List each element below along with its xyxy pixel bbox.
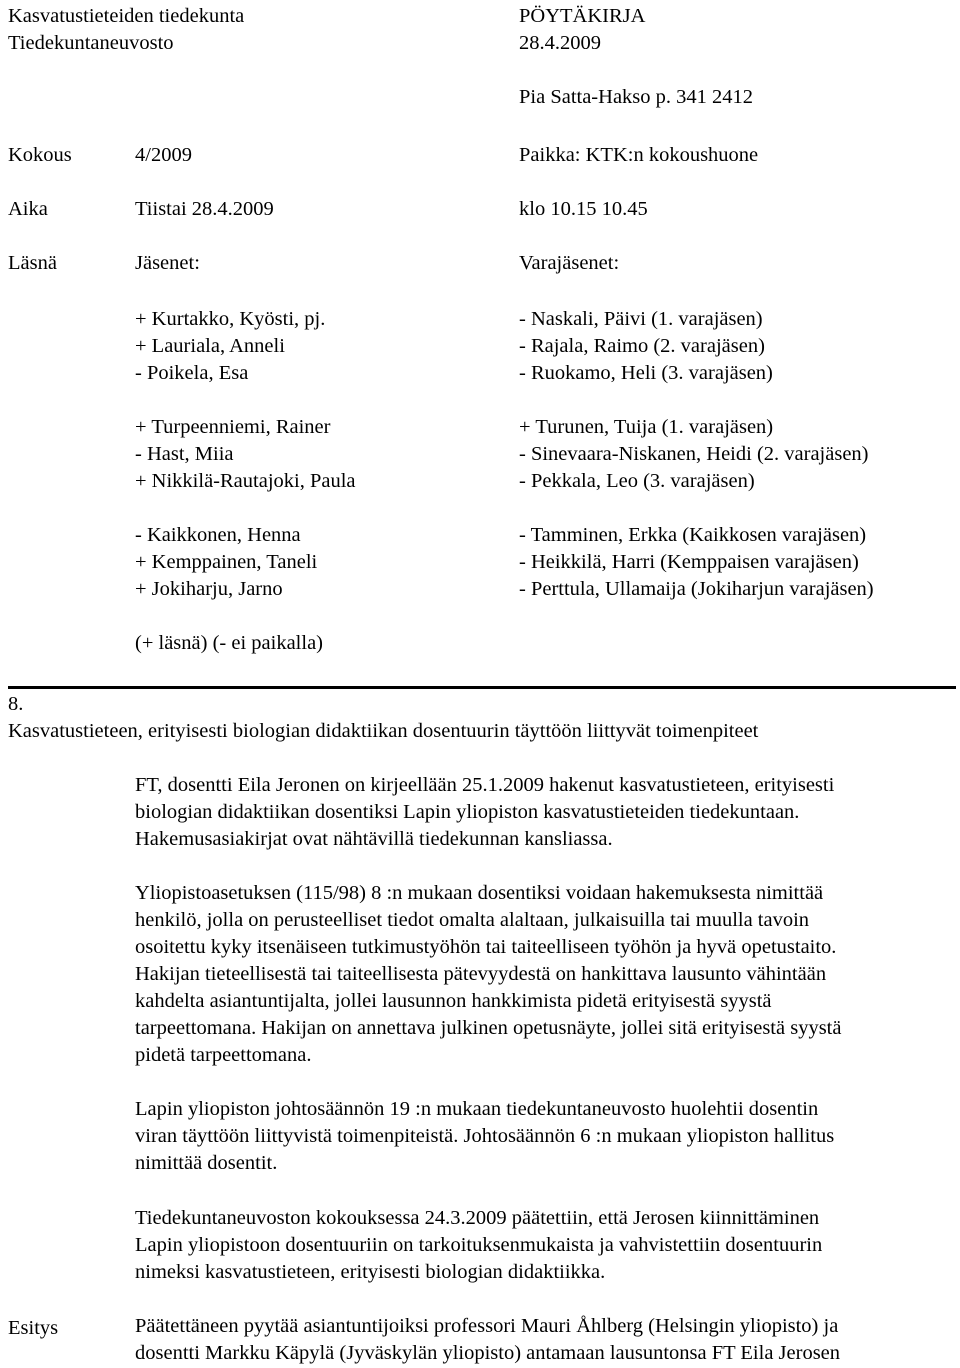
contact-person: Pia Satta-Hakso p. 341 2412 xyxy=(519,86,754,108)
faculty-name: Kasvatustieteiden tiedekunta xyxy=(8,5,245,27)
paragraph xyxy=(135,1096,955,1177)
document-date: 28.4.2009 xyxy=(519,32,601,54)
deputy-entry: - Sinevaara-Niskanen, Heidi (2. varajäsen) xyxy=(519,443,869,465)
paragraph-line: Tiedekuntaneuvoston kokouksessa 24.3.2009 päätettiin, että Jerosen kiinnittäminen xyxy=(135,1207,820,1229)
paragraph-line: Lapin yliopiston johtosäännön 19 :n mukaan tiedekuntaneuvosto huolehtii dosentin xyxy=(135,1098,819,1120)
member-entry: + Kemppainen, Taneli xyxy=(135,551,318,573)
paragraph-line: henkilö, jolla on perusteelliset tiedot omalta alaltaan, julkaisuilla tai muulla tavoin xyxy=(135,909,810,931)
paragraph xyxy=(135,880,955,1069)
paragraph-line: nimittää dosentit. xyxy=(135,1152,278,1174)
attendance-legend: (+ läsnä) (- ei paikalla) xyxy=(135,632,323,654)
paragraph-line: tarpeettomana. Hakijan on annettava julkinen opetusnäyte, jollei sitä erityisestä syystä xyxy=(135,1017,842,1039)
member-entry: + Lauriala, Anneli xyxy=(135,335,285,357)
lasna-label: Läsnä xyxy=(8,252,57,274)
paragraph-line: nimeksi kasvatustieteen, erityisesti biologian didaktiikka. xyxy=(135,1261,606,1283)
paragraph-line: Hakijan tieteellisestä tai taiteellisesta pätevyydestä on hankittava lausunto vähintään xyxy=(135,963,827,985)
paragraph-line: FT, dosentti Eila Jeronen on kirjeellään 25.1.2009 hakenut kasvatustieteen, erityisesti xyxy=(135,774,835,796)
members-label: Jäsenet: xyxy=(135,252,200,274)
member-entry: + Turpeenniemi, Rainer xyxy=(135,416,331,438)
council-name: Tiedekuntaneuvosto xyxy=(8,32,174,54)
paragraph xyxy=(135,1205,955,1286)
member-entry: + Jokiharju, Jarno xyxy=(135,578,283,600)
document-type: PÖYTÄKIRJA xyxy=(519,5,646,27)
paragraph-line: Yliopistoasetuksen (115/98) 8 :n mukaan dosentiksi voidaan hakemuksesta nimittää xyxy=(135,882,824,904)
aika-value: Tiistai 28.4.2009 xyxy=(135,198,274,220)
meeting-time: klo 10.15 10.45 xyxy=(519,198,648,220)
paragraph-line: kahdelta asiantuntijalta, jollei lausunnon hankkimista pidetä erityisestä syystä xyxy=(135,990,772,1012)
deputy-entry: - Pekkala, Leo (3. varajäsen) xyxy=(519,470,755,492)
paragraph-line: Lapin yliopistoon dosentuuriin on tarkoituksenmukaista ja vahvistettiin dosentuurin xyxy=(135,1234,823,1256)
deputy-entry: - Rajala, Raimo (2. varajäsen) xyxy=(519,335,765,357)
member-entry: - Hast, Miia xyxy=(135,443,234,465)
deputy-entry: - Perttula, Ullamaija (Jokiharjun varajäsen) xyxy=(519,578,874,600)
deputy-entry: - Heikkilä, Harri (Kemppaisen varajäsen) xyxy=(519,551,859,573)
aika-label: Aika xyxy=(8,198,48,220)
item-title: Kasvatustieteen, erityisesti biologian didaktiikan dosentuurin täyttöön liittyvät toimenpiteet xyxy=(8,720,759,742)
paragraph-line: dosentti Markku Käpylä (Jyväskylän yliopisto) antamaan lausuntonsa FT Eila Jerosen xyxy=(135,1342,841,1364)
esitys-text xyxy=(135,1313,955,1367)
paragraph-line: viran täyttöön liittyvistä toimenpiteistä. Johtosäännön 6 :n mukaan yliopiston hallitus xyxy=(135,1125,835,1147)
deputies-label: Varajäsenet: xyxy=(519,252,620,274)
paragraph xyxy=(135,772,955,853)
deputy-entry: + Turunen, Tuija (1. varajäsen) xyxy=(519,416,774,438)
paragraph-line: pidetä tarpeettomana. xyxy=(135,1044,312,1066)
deputy-entry: - Tamminen, Erkka (Kaikkosen varajäsen) xyxy=(519,524,867,546)
kokous-value: 4/2009 xyxy=(135,144,192,166)
member-entry: + Nikkilä-Rautajoki, Paula xyxy=(135,470,356,492)
member-entry: + Kurtakko, Kyösti, pj. xyxy=(135,308,326,330)
deputy-entry: - Naskali, Päivi (1. varajäsen) xyxy=(519,308,763,330)
member-entry: - Poikela, Esa xyxy=(135,362,249,384)
esitys-label: Esitys xyxy=(8,1317,59,1339)
paragraph-line: osoitettu kyky itsenäiseen tutkimustyöhön tai taiteelliseen työhön ja hyvä opetustaito. xyxy=(135,936,837,958)
paragraph-line: Hakemusasiakirjat ovat nähtävillä tiedekunnan kansliassa. xyxy=(135,828,613,850)
item-number: 8. xyxy=(8,693,24,715)
paragraph-line: Päätettäneen pyytää asiantuntijoiksi professori Mauri Åhlberg (Helsingin yliopisto) ja xyxy=(135,1315,839,1337)
meeting-place: Paikka: KTK:n kokoushuone xyxy=(519,144,759,166)
member-entry: - Kaikkonen, Henna xyxy=(135,524,301,546)
paragraph-line: biologian didaktiikan dosentiksi Lapin yliopiston kasvatustieteiden tiedekuntaan. xyxy=(135,801,800,823)
deputy-entry: - Ruokamo, Heli (3. varajäsen) xyxy=(519,362,773,384)
kokous-label: Kokous xyxy=(8,144,72,166)
section-divider xyxy=(8,686,956,689)
